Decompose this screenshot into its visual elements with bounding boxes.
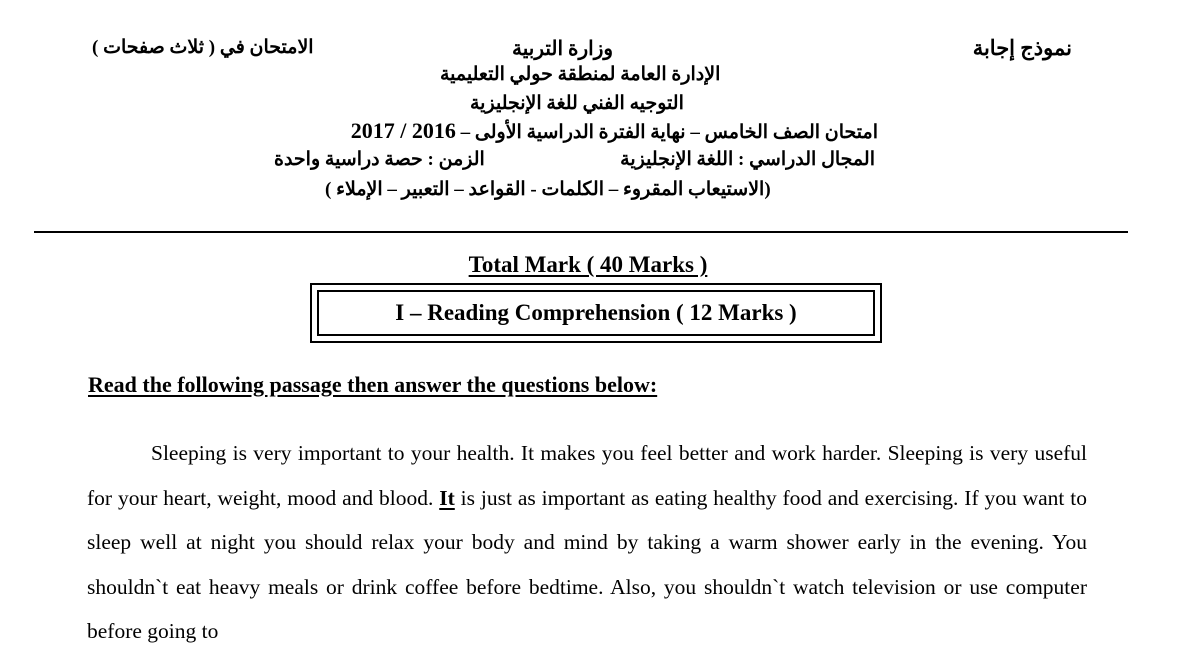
model-answer-label: نموذج إجابة (972, 36, 1072, 60)
passage-part-1: Sleeping is very important to your health. It makes you feel better and work harder. Sleeping is very useful for your heart, weight, mood and blood. (87, 441, 1087, 510)
exam-sections: (الاستيعاب المقروء – الكلمات - القواعد – التعبير – الإملاء ) (325, 179, 771, 200)
section-title: I – Reading Comprehension ( 12 Marks ) (317, 290, 875, 336)
passage-part-2: is just as important as eating healthy food and exercising. If you want to sleep well at night you should relax your body and mind by taking a warm shower early in the evening. You shouldn`t eat heavy meals or drink coffee before bedtime. Also, you shouldn`t watch television or use computer before going to (87, 485, 1088, 643)
directorate-name: الإدارة العامة لمنطقة حولي التعليمية (440, 64, 721, 85)
supervision-name: التوجيه الفني للغة الإنجليزية (470, 93, 684, 114)
ministry-name: وزارة التربية (512, 38, 614, 60)
exam-pages-note: الامتحان في ( ثلاث صفحات ) (92, 37, 314, 58)
reading-passage (87, 431, 1087, 654)
header-divider (34, 231, 1128, 233)
passage-highlight-word: It (439, 485, 455, 510)
total-mark: Total Mark ( 40 Marks ) (468, 252, 708, 277)
exam-title (284, 118, 878, 144)
exam-duration: الزمن : حصة دراسية واحدة (274, 149, 485, 170)
passage-instruction: Read the following passage then answer the questions below: (88, 372, 658, 397)
academic-year: 2017 / 2016 (350, 118, 456, 143)
section-title-box (310, 283, 882, 343)
subject-field: المجال الدراسي : اللغة الإنجليزية (620, 149, 875, 170)
exam-title-text: امتحان الصف الخامس – نهاية الفترة الدراسية الأولى – (460, 122, 878, 143)
